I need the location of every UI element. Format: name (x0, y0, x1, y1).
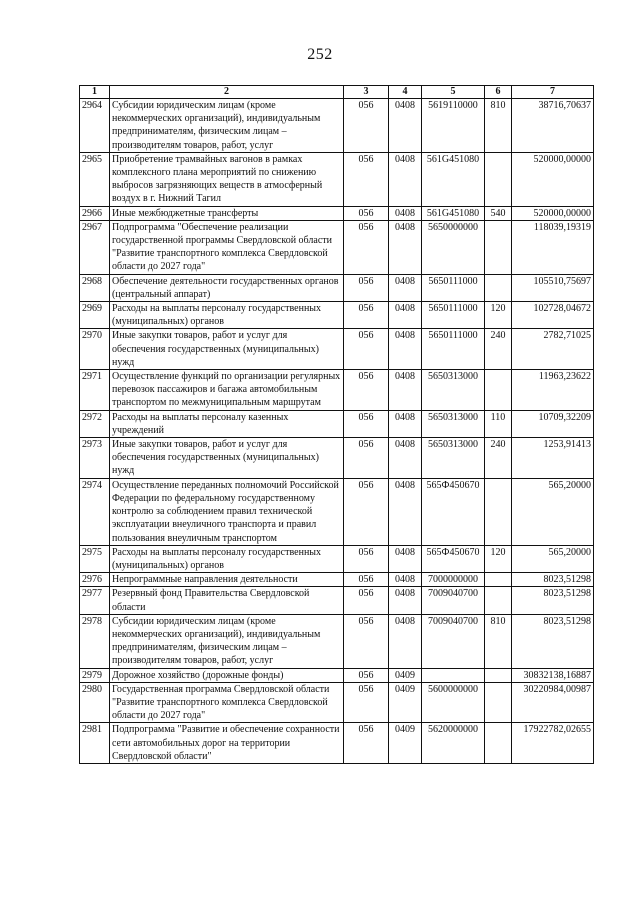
row-admin-code: 056 (344, 220, 389, 274)
row-expense-type (485, 152, 512, 206)
row-target-code: 7009040700 (422, 587, 485, 614)
table-row (80, 220, 594, 274)
row-section-code: 0408 (389, 302, 422, 329)
row-amount: 2782,71025 (512, 329, 594, 370)
row-section-code: 0408 (389, 206, 422, 220)
table-row (80, 329, 594, 370)
row-expense-type: 120 (485, 545, 512, 572)
row-name: Непрограммные направления деятельности (110, 573, 344, 587)
table-row (80, 99, 594, 153)
row-number: 2967 (80, 220, 110, 274)
row-admin-code: 056 (344, 478, 389, 545)
row-section-code: 0408 (389, 545, 422, 572)
row-section-code: 0408 (389, 274, 422, 301)
row-number: 2971 (80, 370, 110, 411)
row-amount: 30220984,00987 (512, 682, 594, 723)
row-target-code: 5600000000 (422, 682, 485, 723)
row-name: Резервный фонд Правительства Свердловской области (110, 587, 344, 614)
row-target-code: 5650111000 (422, 274, 485, 301)
row-amount: 565,20000 (512, 478, 594, 545)
row-name: Осуществление функций по организации регулярных перевозок пассажиров и багажа автомобильным транспортом по межмуниципальным маршрутам (110, 370, 344, 411)
row-target-code: 5650313000 (422, 410, 485, 437)
table-row (80, 302, 594, 329)
row-target-code: 565Ф450670 (422, 545, 485, 572)
row-target-code: 5650111000 (422, 329, 485, 370)
header-col-2: 2 (110, 86, 344, 99)
row-section-code: 0408 (389, 370, 422, 411)
row-amount: 105510,75697 (512, 274, 594, 301)
header-col-4: 4 (389, 86, 422, 99)
table-header-row (80, 86, 594, 99)
row-name: Подпрограмма "Обеспечение реализации государственной программы Свердловской области "Развитие транспортного комплекса Свердловской области до 2027 года" (110, 220, 344, 274)
row-number: 2979 (80, 668, 110, 682)
row-expense-type (485, 668, 512, 682)
row-expense-type (485, 682, 512, 723)
row-expense-type (485, 274, 512, 301)
row-name: Подпрограмма "Развитие и обеспечение сохранности сети автомобильных дорог на территории Свердловской области" (110, 723, 344, 764)
row-amount: 8023,51298 (512, 573, 594, 587)
row-target-code: 565Ф450670 (422, 478, 485, 545)
row-expense-type (485, 370, 512, 411)
row-name: Субсидии юридическим лицам (кроме некоммерческих организаций), индивидуальным предпринимателям, физическим лицам – производителям товаров, работ, услуг (110, 614, 344, 668)
row-admin-code: 056 (344, 329, 389, 370)
table-row (80, 723, 594, 764)
row-admin-code: 056 (344, 614, 389, 668)
row-amount: 10709,32209 (512, 410, 594, 437)
row-target-code: 7000000000 (422, 573, 485, 587)
row-amount: 38716,70637 (512, 99, 594, 153)
row-section-code: 0408 (389, 329, 422, 370)
row-amount: 520000,00000 (512, 206, 594, 220)
row-name: Расходы на выплаты персоналу казенных учреждений (110, 410, 344, 437)
row-expense-type: 120 (485, 302, 512, 329)
row-admin-code: 056 (344, 99, 389, 153)
row-amount: 118039,19319 (512, 220, 594, 274)
row-target-code: 7009040700 (422, 614, 485, 668)
header-col-7: 7 (512, 86, 594, 99)
row-number: 2973 (80, 438, 110, 479)
row-number: 2966 (80, 206, 110, 220)
row-admin-code: 056 (344, 370, 389, 411)
row-expense-type (485, 478, 512, 545)
row-section-code: 0408 (389, 410, 422, 437)
row-amount: 11963,23622 (512, 370, 594, 411)
row-admin-code: 056 (344, 438, 389, 479)
table-row (80, 410, 594, 437)
row-expense-type (485, 587, 512, 614)
header-col-1: 1 (80, 86, 110, 99)
row-section-code: 0408 (389, 587, 422, 614)
row-admin-code: 056 (344, 587, 389, 614)
table-body (80, 99, 594, 764)
row-expense-type: 540 (485, 206, 512, 220)
row-amount: 565,20000 (512, 545, 594, 572)
row-target-code: 5650313000 (422, 370, 485, 411)
row-number: 2980 (80, 682, 110, 723)
row-name: Расходы на выплаты персоналу государственных (муниципальных) органов (110, 545, 344, 572)
row-amount: 1253,91413 (512, 438, 594, 479)
row-name: Иные межбюджетные трансферты (110, 206, 344, 220)
row-section-code: 0408 (389, 438, 422, 479)
row-name: Обеспечение деятельности государственных органов (центральный аппарат) (110, 274, 344, 301)
row-number: 2972 (80, 410, 110, 437)
table-row (80, 573, 594, 587)
row-name: Государственная программа Свердловской области "Развитие транспортного комплекса Свердловской области до 2027 года" (110, 682, 344, 723)
table-row (80, 614, 594, 668)
row-expense-type (485, 573, 512, 587)
row-section-code: 0408 (389, 152, 422, 206)
row-expense-type: 110 (485, 410, 512, 437)
budget-table (79, 85, 594, 764)
header-col-3: 3 (344, 86, 389, 99)
row-number: 2976 (80, 573, 110, 587)
row-name: Дорожное хозяйство (дорожные фонды) (110, 668, 344, 682)
row-number: 2969 (80, 302, 110, 329)
row-amount: 102728,04672 (512, 302, 594, 329)
row-expense-type (485, 220, 512, 274)
row-section-code: 0408 (389, 478, 422, 545)
row-expense-type: 240 (485, 438, 512, 479)
row-admin-code: 056 (344, 152, 389, 206)
row-admin-code: 056 (344, 573, 389, 587)
row-number: 2965 (80, 152, 110, 206)
row-number: 2970 (80, 329, 110, 370)
header-col-5: 5 (422, 86, 485, 99)
row-section-code: 0409 (389, 682, 422, 723)
table-row (80, 370, 594, 411)
row-number: 2964 (80, 99, 110, 153)
row-expense-type: 240 (485, 329, 512, 370)
row-name: Иные закупки товаров, работ и услуг для обеспечения государственных (муниципальных) нужд (110, 438, 344, 479)
table-row (80, 587, 594, 614)
row-number: 2968 (80, 274, 110, 301)
row-amount: 520000,00000 (512, 152, 594, 206)
row-admin-code: 056 (344, 410, 389, 437)
row-number: 2975 (80, 545, 110, 572)
table-row (80, 152, 594, 206)
row-name: Осуществление переданных полномочий Российской Федерации по федеральному государственному контролю за соблюдением правил технической эксплуатации внеуличного транспорта и правил пользования внеуличным транспортом (110, 478, 344, 545)
table-row (80, 545, 594, 572)
row-expense-type: 810 (485, 614, 512, 668)
row-section-code: 0408 (389, 614, 422, 668)
row-section-code: 0408 (389, 573, 422, 587)
row-number: 2978 (80, 614, 110, 668)
row-section-code: 0409 (389, 723, 422, 764)
row-admin-code: 056 (344, 545, 389, 572)
row-amount: 17922782,02655 (512, 723, 594, 764)
row-admin-code: 056 (344, 723, 389, 764)
row-target-code: 5619110000 (422, 99, 485, 153)
row-admin-code: 056 (344, 206, 389, 220)
table-row (80, 682, 594, 723)
page-number: 252 (307, 46, 333, 63)
row-target-code: 5650000000 (422, 220, 485, 274)
row-admin-code: 056 (344, 274, 389, 301)
row-expense-type (485, 723, 512, 764)
row-section-code: 0408 (389, 220, 422, 274)
row-expense-type: 810 (485, 99, 512, 153)
row-number: 2974 (80, 478, 110, 545)
row-number: 2977 (80, 587, 110, 614)
row-target-code: 561G451080 (422, 152, 485, 206)
row-number: 2981 (80, 723, 110, 764)
row-target-code: 5620000000 (422, 723, 485, 764)
row-section-code: 0409 (389, 668, 422, 682)
header-col-6: 6 (485, 86, 512, 99)
row-amount: 8023,51298 (512, 587, 594, 614)
table-row (80, 438, 594, 479)
row-amount: 8023,51298 (512, 614, 594, 668)
row-section-code: 0408 (389, 99, 422, 153)
row-target-code: 561G451080 (422, 206, 485, 220)
row-target-code: 5650111000 (422, 302, 485, 329)
row-name: Расходы на выплаты персоналу государственных (муниципальных) органов (110, 302, 344, 329)
row-admin-code: 056 (344, 682, 389, 723)
table-row (80, 478, 594, 545)
row-amount: 30832138,16887 (512, 668, 594, 682)
row-name: Субсидии юридическим лицам (кроме некоммерческих организаций), индивидуальным предпринимателям, физическим лицам – производителям товаров, работ, услуг (110, 99, 344, 153)
row-target-code (422, 668, 485, 682)
row-admin-code: 056 (344, 302, 389, 329)
row-name: Приобретение трамвайных вагонов в рамках комплексного плана мероприятий по снижению выбросов загрязняющих веществ в атмосферный воздух в г. Нижний Тагил (110, 152, 344, 206)
row-name: Иные закупки товаров, работ и услуг для обеспечения государственных (муниципальных) нужд (110, 329, 344, 370)
row-admin-code: 056 (344, 668, 389, 682)
table-row (80, 668, 594, 682)
table-row (80, 274, 594, 301)
table-row (80, 206, 594, 220)
row-target-code: 5650313000 (422, 438, 485, 479)
